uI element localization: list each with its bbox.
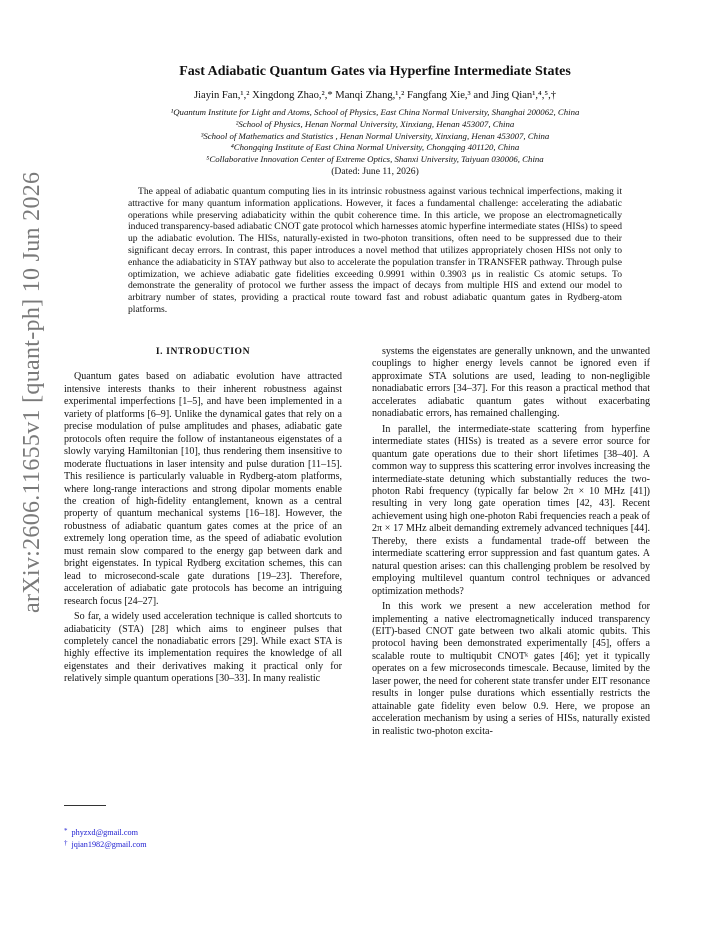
footnote-email: jqian1982@gmail.com	[71, 840, 147, 849]
affiliation-2: ²School of Physics, Henan Normal University, Xinxiang, Henan 453007, China	[235, 118, 515, 129]
affiliations	[80, 107, 670, 166]
footnote-email-1[interactable]	[64, 826, 138, 839]
dated-line: (Dated: June 11, 2026)	[331, 166, 419, 177]
left-column	[64, 346, 342, 686]
author-list: Jiayin Fan,¹,² Xingdong Zhao,²,* Manqi Zhang,¹,² Fangfang Xie,³ and Jing Qian¹,⁴,⁵,†	[193, 90, 557, 101]
intro-paragraph-4: In parallel, the intermediate-state scattering from hyperfine intermediate states (HISs) is treated as a severe error source for quantum gate operations due to their short lifetimes [38–40]. A common way to suppress this scattering error involves increasing the intermediate-state detuning which substantially reduces the two-photon Rabi frequency (typically far below 2π × 10 MHz [41]) resulting in very long gate operation times [42, 43]. Recent achievement using high one-photon Rabi frequencies reach a peak of 2π × 17 MHz albeit demanding extremely advanced techniques [44]. Thereby, there exists a fundamental trade-off between the intermediate scattering error suppression and fast quantum gates. A natural question arises: can this challenging problem be resolved by employing multilevel quantum control techniques or advanced optimization methods?	[372, 423, 650, 597]
abstract: The appeal of adiabatic quantum computing lies in its intrinsic robustness against various technical imperfections, making it attractive for many quantum information applications. However, it faces a fundamental challenge: accelerating the adiabatic operations while preserving adiabaticity within the qubit coherence time. In this article, we propose an electromagnetically induced transparency-based adiabatic CNOT gate protocol which harnesses atomic hyperfine intermediate states (HISs) to speed up the adiabatic evolution. The HISs, naturally-existed in two-photon transitions, often need to be suppressed due to their significant decay errors. In contrast, this paper introduces a novel method that utilizes appropriately chosen HISs not only to enhance the adiabaticity in STAY pathway but also to accelerate the population transfer in TRANSFER pathway. Through pulse optimization, we achieve adiabatic gate fidelities exceeding 0.9991 within 0.3903 μs in realistic Cs atomic setups. To demonstrate the generality of protocol we further assess the impact of decays from multiple HIS and extend our model to arbitrary number of states, providing a practical route toward fast and robust adiabatic quantum gates in Rydberg-atom platforms.	[128, 186, 622, 315]
arxiv-identifier: arXiv:2606.11655v1 [quant-ph] 10 Jun 2026	[19, 171, 45, 613]
affiliation-3: ³School of Mathematics and Statistics , Henan Normal University, Xinxiang, Henan 453007, China	[200, 130, 550, 141]
affiliation-4: ⁴Chongqing Institute of East China Normal University, Chongqing 401120, China	[230, 142, 520, 153]
footnote-email-2[interactable]	[64, 838, 147, 851]
footnote-rule	[64, 805, 106, 806]
intro-paragraph-1: Quantum gates based on adiabatic evolution have attracted intensive interests thanks to their inherent robustness against experimental imperfections [1–5], and have been implemented in a variety of platforms [6–9]. Unlike the dynamical gates that rely on a precise modulation of pulse amplitudes and phases, adiabatic gate protocols often require the follow of instantaneous eigenstates of a slowly varying Hamiltonian [10], thus rendering them insensitive to moderate fluctuations in laser intensity and pulse duration [11–15]. This resilience is particularly valuable in Rydberg-atom platforms, where long-range interactions and strong dipolar moments enable the creation of high-fidelity entanglement, known as a central property of quantum mechanical systems [16–18]. However, the robustness of adiabatic quantum gates comes at the price of an extremely long operation time, as the speed of adiabatic evolution must remain slow compared to the energy gap between dark and bright eigenstates. In typical Rydberg excitation schemes, this can lead to microsecond-scale gate durations [19–23]. Therefore, acceleration of adiabatic gate protocols has become an intriguing research focus [24–27].	[64, 371, 342, 607]
footnote-mark: *	[64, 827, 68, 835]
footnote-mark: †	[64, 839, 68, 847]
intro-paragraph-2: So far, a widely used acceleration technique is called shortcuts to adiabaticity (STA) [28] which aims to engineer pulses that completely cancel the nonadiabatic errors [29]. While exact STA is highly effective its implementation requires the knowledge of all eigenstates and their derivatives making it practical only for relatively simple quantum operations [30–33]. In many realistic	[64, 611, 342, 685]
footnote-email: phyzxd@gmail.com	[71, 828, 138, 837]
paper-title: Fast Adiabatic Quantum Gates via Hyperfine Intermediate States	[179, 64, 571, 79]
affiliation-5: ⁵Collaborative Innovation Center of Extreme Optics, Shanxi University, Taiyuan 030006, China	[206, 154, 544, 165]
affiliation-1: ¹Quantum Institute for Light and Atoms, School of Physics, East China Normal University, Shanghai 200062, China	[170, 107, 580, 117]
right-column	[372, 346, 650, 738]
intro-paragraph-3: systems the eigenstates are generally unknown, and the unwanted couplings to higher energy levels cannot be ignored even if approximate STA solutions are used, leading to non-negligible nonadiabatic errors [34–37]. For this reason a practical method that accelerates adiabatic quantum gates without exacerbating nonadiabatic errors, has remained challenging.	[372, 346, 650, 420]
section-heading: I. INTRODUCTION	[155, 346, 251, 357]
intro-paragraph-5: In this work we present a new acceleration method for implementing a native electromagnetically induced transparency (EIT)-based CNOT gate between two alkali atomic qubits. This protocol having been demonstrated experimentally [45], offers a scalable route to multiqubit CNOTᵏ gates [46]; yet it typically operates on a few microseconds timescale. Because, limited by the laser power, the need for coherent state transfer under EIT resonance results in longer pulse durations which essentially restricts the attainable gate fidelity even below 0.9. Here, we propose an acceleration mechanism by using a series of HISs, naturally existed in realistic two-photon excita-	[372, 601, 650, 737]
